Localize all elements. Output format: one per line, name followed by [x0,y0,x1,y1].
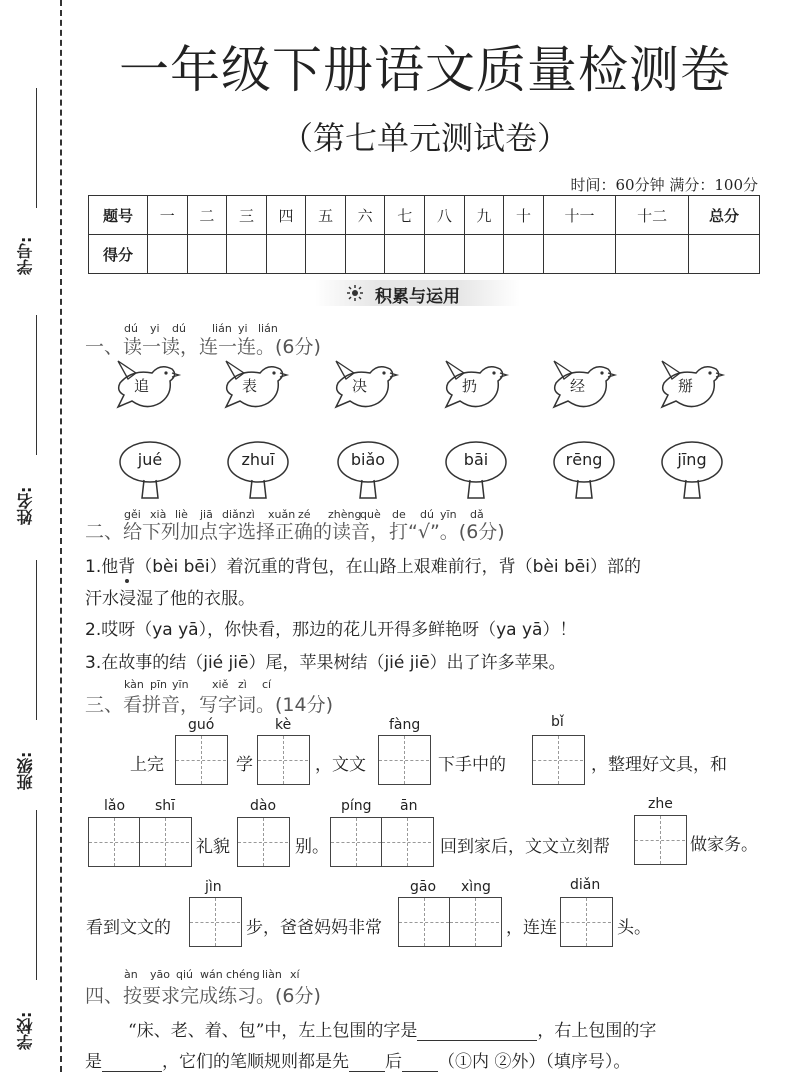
score-col: 九 [464,196,504,235]
pinyin: zì [238,678,247,691]
q3-pinyin: fàng [389,717,421,733]
q3-pinyin: shī [155,798,176,814]
class-field[interactable] [36,560,37,720]
q3-pinyin: ān [400,798,418,814]
section-banner-text: 积累与运用 [375,287,460,307]
student-name-label: 姓名: [16,486,35,525]
tree-pinyin: zhuī [241,450,275,469]
pinyin: yāo [150,968,170,981]
q3-text: 回到家后，文文立刻帮 [440,837,610,857]
bird-character: 表 [242,377,258,395]
pinyin: pīn [150,678,168,691]
bird-card[interactable] [656,355,726,415]
tree-card[interactable] [660,440,730,502]
student-name-field[interactable] [36,315,37,455]
pinyin: chéng [226,968,260,981]
q2-item-1: 1.他背（bèi bēi）着沉重的背包，在山路上艰难前行，背（bèi bēi）部的 [85,557,641,577]
tree-pinyin: rēng [565,450,603,469]
class-label: 班级: [16,751,35,790]
q4-line-2: 是 ，它们的笔顺规则都是先 后 （①内 ②外）（填序号）。 [85,1052,631,1072]
tree-pinyin: biǎo [350,450,386,469]
q3-text: 步，爸爸妈妈非常 [246,918,382,938]
score-col: 一 [148,196,188,235]
tree-pinyin: jīng [677,450,707,469]
pinyin: wán [200,968,223,981]
score-cell[interactable] [148,235,188,274]
q2-item-3: 3.在故事的结（jié jiē）尾，苹果树结（jié jiē）出了许多苹果。 [85,653,566,673]
q3-text: ，整理好文具，和 [591,755,727,775]
bird-character: 扔 [462,377,478,395]
pinyin: dú [124,322,138,335]
q3-pinyin: lǎo [104,798,126,814]
pinyin: xí [290,968,300,981]
pinyin: yi [150,322,160,335]
q3-text: 别。 [295,837,329,857]
answer-blank[interactable] [402,1055,438,1072]
score-col: 七 [385,196,425,235]
page-subtitle: （第七单元测试卷） [280,119,569,157]
score-cell[interactable] [616,235,689,274]
q3-pinyin: píng [341,798,372,814]
q3-pinyin: diǎn [570,877,601,893]
writing-grid[interactable] [189,897,242,947]
section-banner [315,280,520,306]
score-cell[interactable] [504,235,544,274]
score-cell[interactable] [345,235,385,274]
pinyin: yīn [172,678,189,691]
question-3-title: 三、看拼音，写字词。(14分) [85,694,334,716]
writing-grid[interactable] [378,735,431,785]
pinyin: dú [420,508,434,521]
writing-grid[interactable] [257,735,310,785]
pinyin: què [360,508,381,521]
exam-time-info: 时间：60分钟 满分：100分 [570,176,758,194]
total-score-label: 总分 [689,196,760,235]
q3-pinyin: kè [275,717,292,733]
bird-character: 掰 [678,377,694,395]
score-col: 十 [504,196,544,235]
bird-card[interactable] [440,355,510,415]
bird-character: 追 [134,377,150,395]
score-col: 二 [187,196,227,235]
pinyin: jiā [200,508,213,521]
writing-grid[interactable] [175,735,228,785]
pinyin: cí [262,678,272,691]
q3-text: 礼貌 [196,837,230,857]
q4-line-1: “床、老、着、包”中，左上包围的字是 ，右上包围的字 [128,1021,657,1041]
bird-card[interactable] [220,355,290,415]
total-score-cell[interactable] [689,235,760,274]
pinyin: zì [246,508,255,521]
writing-grid[interactable] [560,897,613,947]
q3-text: 下手中的 [438,755,506,775]
score-col: 十二 [616,196,689,235]
writing-grid[interactable] [634,815,687,865]
school-label: 学校: [16,1011,35,1050]
q3-text: ，连连 [506,918,557,938]
q3-pinyin: guó [188,717,215,733]
score-col: 六 [345,196,385,235]
pinyin: kàn [124,678,144,691]
tree-card[interactable] [552,440,622,502]
page-title: 一年级下册语文质量检测卷 [119,41,731,99]
q3-text: 看到文文的 [86,918,171,938]
pinyin: yīn [440,508,457,521]
writing-grid[interactable] [330,817,434,867]
pinyin: zé [298,508,311,521]
bird-character: 决 [352,377,368,395]
q3-text: 学 [236,755,253,775]
score-cell[interactable] [227,235,267,274]
tree-pinyin: jué [137,450,163,469]
q3-text: 头。 [617,918,651,938]
score-cell[interactable] [266,235,306,274]
q3-pinyin: jìn [205,879,222,895]
score-cell[interactable] [187,235,227,274]
tree-card[interactable] [226,440,296,502]
pinyin: de [392,508,406,521]
q2-item-2: 2.哎呀（ya yā），你快看，那边的花儿开得多鲜艳呀（ya yā）！ [85,620,577,640]
answer-blank[interactable] [102,1055,162,1072]
writing-grid[interactable] [88,817,192,867]
q2-item-1-continued: 汗水浸湿了他的衣服。 [85,589,255,609]
score-cell[interactable] [306,235,346,274]
pinyin: dú [172,322,186,335]
pinyin: lián [212,322,232,335]
score-table-header-row [89,196,760,235]
bird-card[interactable] [330,355,400,415]
score-cell[interactable] [464,235,504,274]
q3-text: 上完 [130,755,164,775]
question-2-title: 二、给下列加点字选择正确的读音，打“√”。(6分) [85,521,505,543]
pinyin: xià [150,508,167,521]
writing-grid[interactable] [237,817,290,867]
score-col: 八 [425,196,465,235]
q3-text: ，文文 [315,755,366,775]
score-col: 四 [266,196,306,235]
tree-pinyin: bāi [463,450,489,469]
pinyin: zhèng [328,508,362,521]
pinyin: xiě [212,678,229,691]
tree-card[interactable] [118,440,188,502]
q3-pinyin: dào [250,798,277,814]
pinyin: liàn [262,968,282,981]
writing-grid[interactable] [398,897,502,947]
pinyin: yi [238,322,248,335]
pinyin: diǎn [222,508,246,521]
q3-pinyin: xìng [461,879,491,895]
pinyin: xuǎn [268,508,296,521]
score-table [88,195,760,274]
q3-pinyin: gāo [410,879,437,895]
question-4-title: 四、按要求完成练习。(6分) [85,985,321,1007]
school-field[interactable] [36,810,37,980]
answer-blank[interactable] [349,1055,385,1072]
pinyin: liè [175,508,188,521]
pinyin: qiú [176,968,194,981]
question-1-title: 一、读一读，连一连。(6分) [85,336,321,358]
pinyin: lián [258,322,278,335]
binding-dashed-line [60,0,62,1072]
question-number-label: 题号 [89,196,148,235]
score-col: 三 [227,196,267,235]
student-number-field[interactable] [36,88,37,208]
tree-card[interactable] [444,440,514,502]
q3-text: 做家务。 [690,835,758,855]
score-table-score-row [89,235,760,274]
q3-pinyin: bǐ [551,714,564,730]
score-cell[interactable] [543,235,616,274]
pinyin: dǎ [470,508,484,521]
score-cell[interactable] [385,235,425,274]
pinyin: àn [124,968,138,981]
q3-pinyin: zhe [648,796,673,812]
pinyin: gěi [124,508,141,521]
score-row-label: 得分 [89,235,148,274]
writing-grid[interactable] [532,735,585,785]
score-col: 十一 [543,196,616,235]
bird-card[interactable] [112,355,182,415]
tree-card[interactable] [336,440,406,502]
bird-character: 经 [570,377,586,395]
score-cell[interactable] [425,235,465,274]
bird-card[interactable] [548,355,618,415]
score-col: 五 [306,196,346,235]
student-number-label: 学号: [16,236,35,275]
answer-blank[interactable] [417,1024,537,1041]
